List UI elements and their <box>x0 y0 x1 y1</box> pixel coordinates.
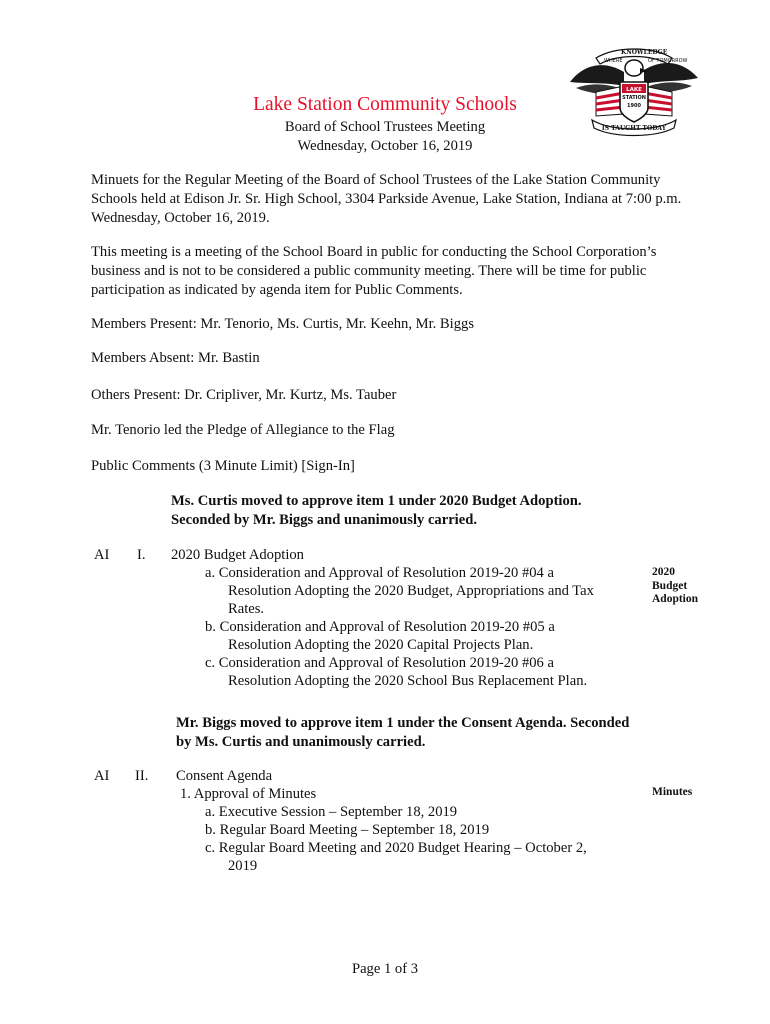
item-1-side-label-1: 2020 <box>652 566 675 578</box>
logo-banner-bottom-text: IS TAUGHT TODAY <box>601 125 667 132</box>
motion-2-line-1: Mr. Biggs moved to approve item 1 under the Consent Agenda. Seconded <box>176 715 630 731</box>
purpose-line-2: business and is not to be considered a public community meeting. There will be time for public <box>91 263 647 279</box>
logo-shield-text-3: 1900 <box>627 103 641 109</box>
eagle-head-icon <box>625 60 643 76</box>
purpose-line-3: participation as indicated by agenda item for Public Comments. <box>91 282 463 298</box>
page-number: Page 1 of 3 <box>351 961 419 977</box>
eagle-right-wing-icon <box>644 63 698 84</box>
motion-1-line-1: Ms. Curtis moved to approve item 1 under 2020 Budget Adoption. <box>171 493 582 509</box>
item-1a-line-3: Rates. <box>228 601 265 617</box>
pledge-statement: Mr. Tenorio led the Pledge of Allegiance to the Flag <box>91 422 395 438</box>
intro-line-2: Schools held at Edison Jr. Sr. High School, 3304 Parkside Avenue, Lake Station, Indiana at 7:00 p.m. <box>91 191 682 207</box>
meeting-date: Wednesday, October 16, 2019 <box>297 138 473 154</box>
item-1c-line-1: c. Consideration and Approval of Resolution 2019-20 #06 a <box>205 655 554 671</box>
members-absent: Members Absent: Mr. Bastin <box>91 350 260 366</box>
item-2-numeral: II. <box>135 768 149 784</box>
item-1-side-label-2: Budget <box>652 580 688 592</box>
logo-shield-text-2: STATION <box>622 95 646 101</box>
item-1c-line-2: Resolution Adopting the 2020 School Bus Replacement Plan. <box>228 673 588 689</box>
intro-line-3: Wednesday, October 16, 2019. <box>91 210 270 226</box>
item-2c-line-1: c. Regular Board Meeting and 2020 Budget Hearing – October 2, <box>205 840 587 856</box>
item-2-title: Consent Agenda <box>176 768 273 784</box>
logo-banner-left-text: WHERE <box>604 58 623 64</box>
item-1a-line-1: a. Consideration and Approval of Resolution 2019-20 #04 a <box>205 565 554 581</box>
item-2-code: AI <box>94 768 110 784</box>
item-1-title: 2020 Budget Adoption <box>171 547 304 563</box>
motion-2-line-2: by Ms. Curtis and unanimously carried. <box>176 734 426 750</box>
motion-1-line-2: Seconded by Mr. Biggs and unanimously carried. <box>171 512 477 528</box>
item-1-code: AI <box>94 547 110 563</box>
item-2-sub-1: 1. Approval of Minutes <box>180 786 317 802</box>
public-comments: Public Comments (3 Minute Limit) [Sign-In] <box>91 458 355 474</box>
meeting-subtitle: Board of School Trustees Meeting <box>284 119 486 135</box>
school-title: Lake Station Community Schools <box>253 94 517 115</box>
item-1b-line-2: Resolution Adopting the 2020 Capital Projects Plan. <box>228 637 534 653</box>
logo-banner-mid-text: KNOWLEDGE <box>621 49 668 56</box>
logo-shield-text-1: LAKE <box>626 87 642 93</box>
item-1-side-label-3: Adoption <box>652 593 699 605</box>
item-1a-line-2: Resolution Adopting the 2020 Budget, Appropriations and Tax <box>228 583 594 599</box>
others-present: Others Present: Dr. Cripliver, Mr. Kurtz, Ms. Tauber <box>91 387 397 403</box>
eagle-left-wing-icon <box>570 65 624 86</box>
item-2a: a. Executive Session – September 18, 2019 <box>205 804 458 820</box>
purpose-line-1: This meeting is a meeting of the School Board in public for conducting the School Corporation’s <box>91 244 657 260</box>
item-1b-line-1: b. Consideration and Approval of Resolution 2019-20 #05 a <box>205 619 555 635</box>
logo-banner-right-text: OF TOMORROW <box>648 58 688 64</box>
item-1-numeral: I. <box>137 547 146 563</box>
item-2b: b. Regular Board Meeting – September 18, 2019 <box>205 822 490 838</box>
intro-line-1: Minuets for the Regular Meeting of the Board of School Trustees of the Lake Station Community <box>91 172 661 188</box>
item-2-side-label: Minutes <box>652 786 693 798</box>
item-2c-line-2: 2019 <box>228 858 258 874</box>
members-present: Members Present: Mr. Tenorio, Ms. Curtis, Mr. Keehn, Mr. Biggs <box>91 316 474 332</box>
